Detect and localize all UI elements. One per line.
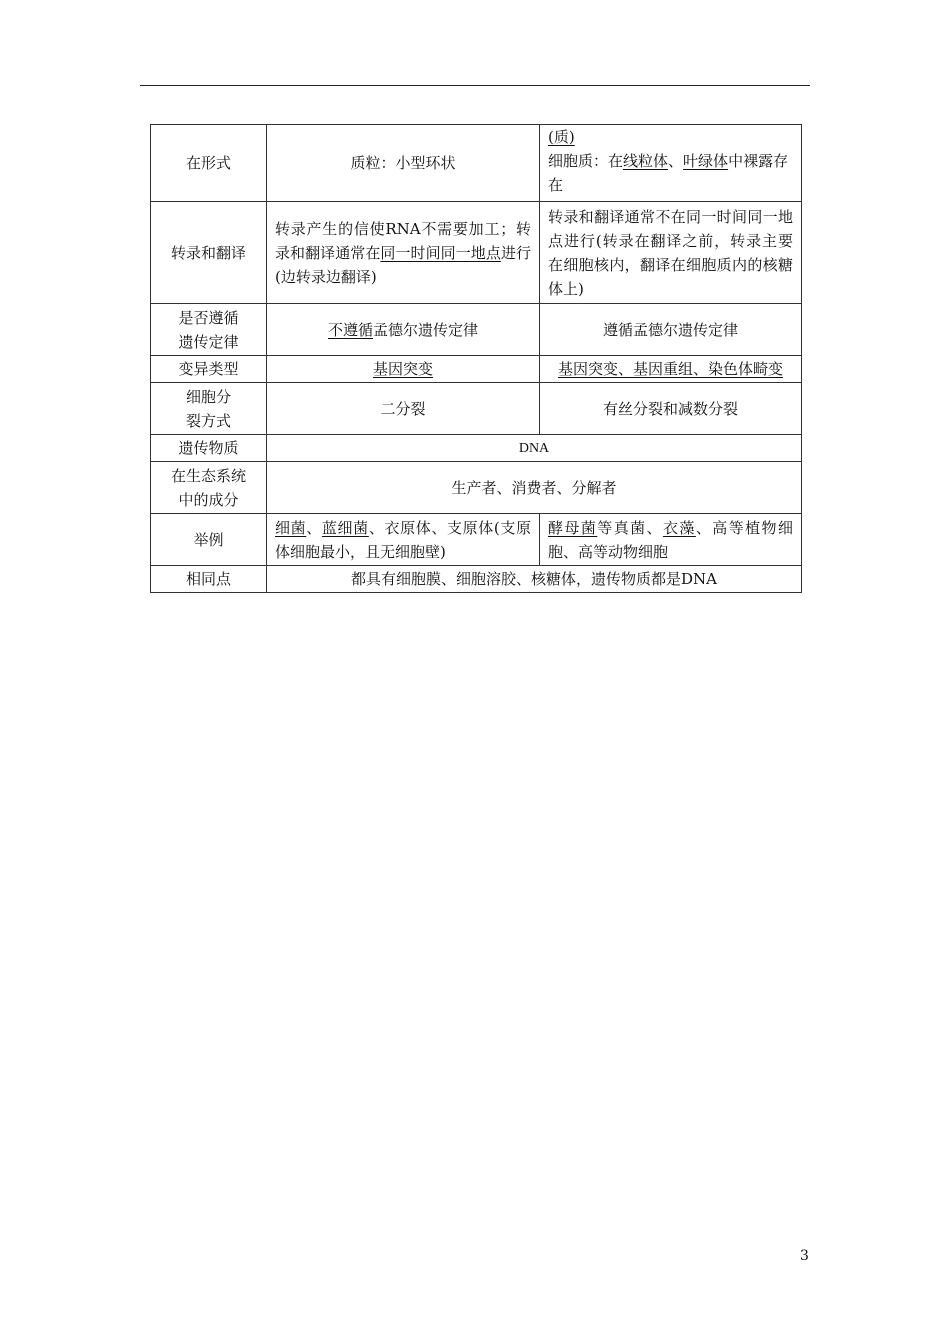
row-label: 变异类型 bbox=[151, 356, 267, 383]
row-label: 细胞分 裂方式 bbox=[151, 383, 267, 435]
eukaryote-cell: 转录和翻译通常不在同一时间同一地点进行(转录在翻译之前，转录主要在细胞核内，翻译在细胞质内的核糖体上) bbox=[540, 202, 802, 304]
prokaryote-cell: 转录产生的信使RNA不需要加工；转录和翻译通常在同一时间同一地点进行(边转录边翻译) bbox=[267, 202, 540, 304]
table-row bbox=[151, 514, 802, 566]
eukaryote-cell: (质) 细胞质：在线粒体、叶绿体中裸露存在 bbox=[540, 125, 802, 202]
eukaryote-cell: 酵母菌等真菌、衣藻、高等植物细胞、高等动物细胞 bbox=[540, 514, 802, 566]
table-row bbox=[151, 304, 802, 356]
table-row bbox=[151, 125, 802, 202]
prokaryote-cell: 二分裂 bbox=[267, 383, 540, 435]
shared-cell: DNA bbox=[267, 435, 802, 462]
shared-cell: 生产者、消费者、分解者 bbox=[267, 462, 802, 514]
table-row bbox=[151, 383, 802, 435]
row-label: 在形式 bbox=[151, 125, 267, 202]
row-label: 遗传物质 bbox=[151, 435, 267, 462]
table-row bbox=[151, 435, 802, 462]
table-row bbox=[151, 462, 802, 514]
page-number: 3 bbox=[800, 1248, 809, 1264]
header-rule bbox=[140, 85, 810, 86]
prokaryote-cell: 细菌、蓝细菌、衣原体、支原体(支原体细胞最小，且无细胞壁) bbox=[267, 514, 540, 566]
row-label: 举例 bbox=[151, 514, 267, 566]
table-row bbox=[151, 566, 802, 593]
row-label: 相同点 bbox=[151, 566, 267, 593]
table-row bbox=[151, 202, 802, 304]
prokaryote-cell: 基因突变 bbox=[267, 356, 540, 383]
prokaryote-cell: 不遵循孟德尔遗传定律 bbox=[267, 304, 540, 356]
comparison-table bbox=[150, 124, 802, 593]
prokaryote-cell: 质粒：小型环状 bbox=[267, 125, 540, 202]
row-label: 是否遵循 遗传定律 bbox=[151, 304, 267, 356]
table-row bbox=[151, 356, 802, 383]
shared-cell: 都具有细胞膜、细胞溶胶、核糖体，遗传物质都是DNA bbox=[267, 566, 802, 593]
eukaryote-cell: 基因突变、基因重组、染色体畸变 bbox=[540, 356, 802, 383]
eukaryote-cell: 有丝分裂和减数分裂 bbox=[540, 383, 802, 435]
eukaryote-cell: 遵循孟德尔遗传定律 bbox=[540, 304, 802, 356]
row-label: 在生态系统 中的成分 bbox=[151, 462, 267, 514]
row-label: 转录和翻译 bbox=[151, 202, 267, 304]
